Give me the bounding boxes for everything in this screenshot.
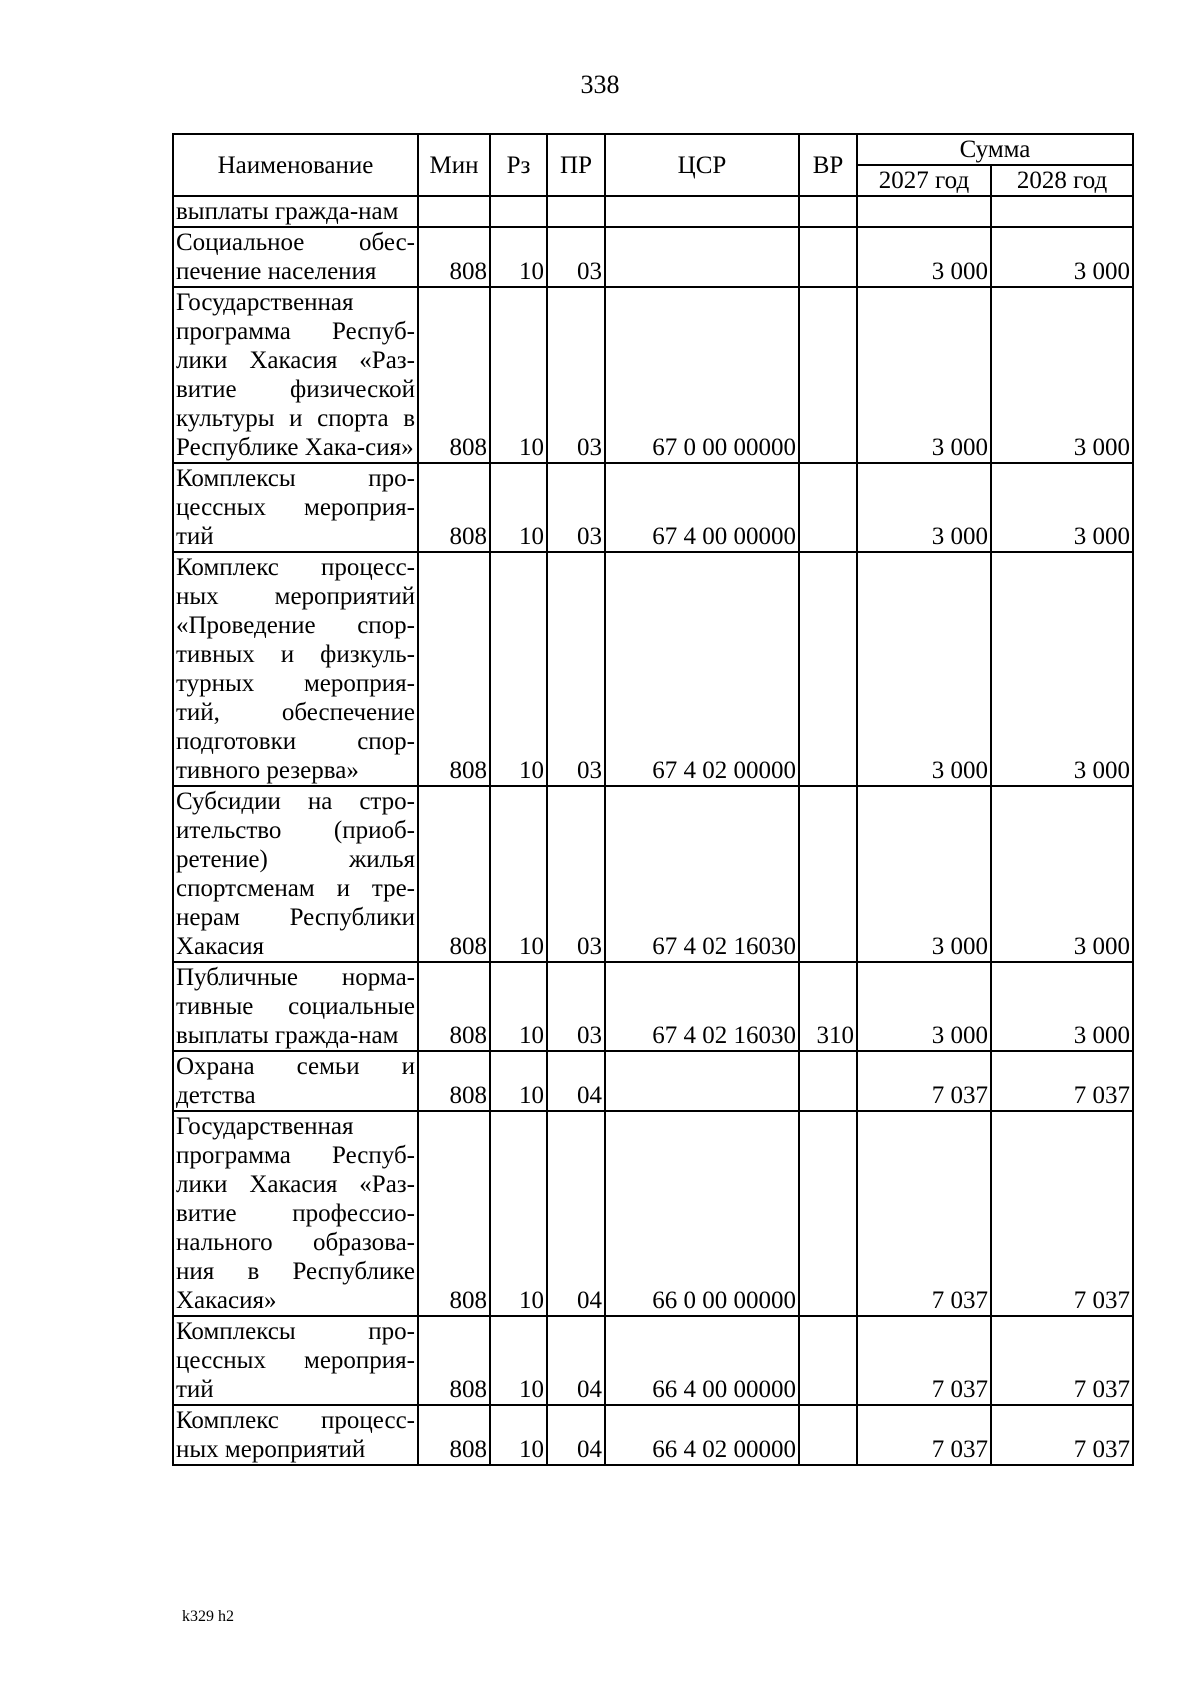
cell-rz: 10 (490, 1405, 547, 1465)
cell-y1: 3 000 (857, 786, 991, 962)
page-number: 338 (580, 70, 620, 99)
cell-min: 808 (418, 227, 490, 287)
cell-vr (799, 1405, 857, 1465)
cell-pr: 04 (547, 1051, 605, 1111)
cell-min (418, 196, 490, 227)
cell-min: 808 (418, 287, 490, 463)
cell-csr: 66 4 02 00000 (605, 1405, 799, 1465)
cell-csr (605, 1051, 799, 1111)
table-row (173, 786, 1133, 962)
cell-vr (799, 552, 857, 786)
cell-rz (490, 196, 547, 227)
cell-pr: 03 (547, 227, 605, 287)
header-pr: ПР (547, 134, 605, 196)
cell-csr: 67 4 02 16030 (605, 786, 799, 962)
cell-y1: 3 000 (857, 962, 991, 1051)
cell-pr: 04 (547, 1111, 605, 1316)
budget-table (172, 133, 1134, 1466)
cell-pr: 03 (547, 786, 605, 962)
cell-csr (605, 227, 799, 287)
cell-min: 808 (418, 463, 490, 552)
table-row (173, 552, 1133, 786)
cell-rz: 10 (490, 962, 547, 1051)
cell-rz: 10 (490, 552, 547, 786)
cell-rz: 10 (490, 786, 547, 962)
cell-pr: 03 (547, 287, 605, 463)
cell-y1: 7 037 (857, 1111, 991, 1316)
cell-csr: 67 4 00 00000 (605, 463, 799, 552)
cell-vr (799, 1111, 857, 1316)
cell-min: 808 (418, 786, 490, 962)
cell-csr: 66 4 00 00000 (605, 1316, 799, 1405)
cell-name: Государственная программа Респуб-лики Хакасия «Раз-витие профессио-нального образова-ния в Республике Хакасия» (173, 1111, 418, 1316)
cell-min: 808 (418, 552, 490, 786)
cell-y2: 7 037 (991, 1051, 1133, 1111)
table-row (173, 1111, 1133, 1316)
cell-pr: 03 (547, 962, 605, 1051)
cell-pr: 03 (547, 552, 605, 786)
cell-csr: 67 4 02 16030 (605, 962, 799, 1051)
cell-pr: 03 (547, 463, 605, 552)
header-csr: ЦСР (605, 134, 799, 196)
cell-csr: 67 4 02 00000 (605, 552, 799, 786)
cell-y2: 3 000 (991, 552, 1133, 786)
cell-pr: 04 (547, 1316, 605, 1405)
cell-y1 (857, 196, 991, 227)
header-year-2027: 2027 год (857, 165, 991, 196)
cell-min: 808 (418, 1316, 490, 1405)
cell-name: Публичные норма-тивные социальные выплаты граждa-нам (173, 962, 418, 1051)
cell-vr (799, 1051, 857, 1111)
cell-min: 808 (418, 1111, 490, 1316)
cell-name: Комплексы про-цессных мероприя-тий (173, 1316, 418, 1405)
cell-name: Комплекс процесс-ных мероприятий «Проведение спор-тивных и физкуль-турных мероприя-тий, обеспечение подготовки спор-тивного резерва» (173, 552, 418, 786)
cell-rz: 10 (490, 1051, 547, 1111)
cell-y2: 3 000 (991, 786, 1133, 962)
cell-name: Социальное обес-печение населения (173, 227, 418, 287)
cell-y1: 3 000 (857, 287, 991, 463)
table-row (173, 287, 1133, 463)
header-rz: Рз (490, 134, 547, 196)
table-row (173, 1316, 1133, 1405)
cell-csr (605, 196, 799, 227)
header-name: Наименование (173, 134, 418, 196)
header-year-2028: 2028 год (991, 165, 1133, 196)
cell-y2 (991, 196, 1133, 227)
table-body (173, 196, 1133, 1465)
cell-name: Субсидии на стро-ительство (приоб-ретение) жилья спортсменам и тре-нерам Республики Хакасия (173, 786, 418, 962)
cell-vr: 310 (799, 962, 857, 1051)
header-min: Мин (418, 134, 490, 196)
cell-pr (547, 196, 605, 227)
cell-min: 808 (418, 1405, 490, 1465)
cell-vr (799, 463, 857, 552)
table-row (173, 1051, 1133, 1111)
cell-vr (799, 287, 857, 463)
cell-y1: 7 037 (857, 1316, 991, 1405)
cell-rz: 10 (490, 463, 547, 552)
cell-y1: 7 037 (857, 1051, 991, 1111)
cell-vr (799, 196, 857, 227)
table-row (173, 196, 1133, 227)
cell-y2: 7 037 (991, 1405, 1133, 1465)
cell-y1: 3 000 (857, 552, 991, 786)
cell-name: выплаты граждa-нам (173, 196, 418, 227)
cell-min: 808 (418, 1051, 490, 1111)
footer-code: k329 h2 (182, 1608, 234, 1625)
cell-vr (799, 1316, 857, 1405)
cell-name: Охрана семьи и детства (173, 1051, 418, 1111)
cell-csr: 67 0 00 00000 (605, 287, 799, 463)
cell-y2: 7 037 (991, 1316, 1133, 1405)
cell-min: 808 (418, 962, 490, 1051)
table-row (173, 962, 1133, 1051)
cell-y2: 3 000 (991, 227, 1133, 287)
cell-y1: 3 000 (857, 227, 991, 287)
cell-rz: 10 (490, 287, 547, 463)
cell-pr: 04 (547, 1405, 605, 1465)
table-header (173, 134, 1133, 196)
cell-rz: 10 (490, 1111, 547, 1316)
cell-y2: 3 000 (991, 463, 1133, 552)
cell-rz: 10 (490, 1316, 547, 1405)
header-sum: Сумма (857, 134, 1133, 165)
cell-vr (799, 227, 857, 287)
cell-name: Комплексы про-цессных мероприя-тий (173, 463, 418, 552)
table-row (173, 463, 1133, 552)
cell-y1: 3 000 (857, 463, 991, 552)
cell-y1: 7 037 (857, 1405, 991, 1465)
cell-name: Государственная программа Респуб-лики Хакасия «Раз-витие физической культуры и спорта в Республике Хака-сия» (173, 287, 418, 463)
cell-name: Комплекс процесс-ных мероприятий (173, 1405, 418, 1465)
cell-y2: 3 000 (991, 287, 1133, 463)
header-vr: ВР (799, 134, 857, 196)
table-row (173, 227, 1133, 287)
cell-vr (799, 786, 857, 962)
cell-rz: 10 (490, 227, 547, 287)
cell-csr: 66 0 00 00000 (605, 1111, 799, 1316)
cell-y2: 3 000 (991, 962, 1133, 1051)
table-row (173, 1405, 1133, 1465)
cell-y2: 7 037 (991, 1111, 1133, 1316)
